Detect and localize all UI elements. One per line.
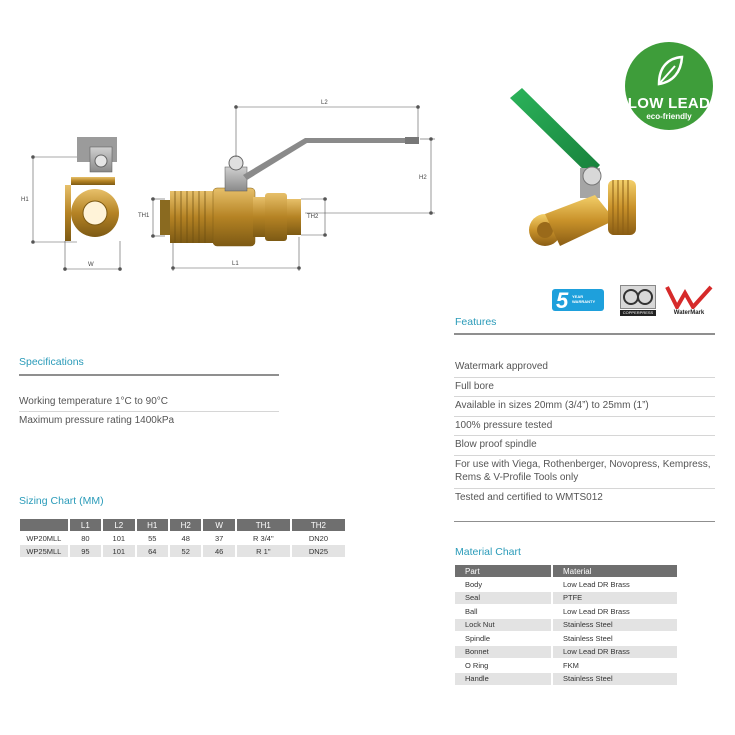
specifications-title: Specifications xyxy=(19,356,84,368)
front-view xyxy=(65,137,119,241)
th1-label: TH1 xyxy=(138,213,150,219)
table-row xyxy=(455,619,677,632)
side-view xyxy=(160,137,419,246)
table-row xyxy=(455,632,677,645)
sizing-header-cell: W xyxy=(203,519,234,531)
table-cell: Lock Nut xyxy=(455,619,551,632)
table-cell: Bonnet xyxy=(455,646,551,659)
table-cell: 95 xyxy=(70,545,101,557)
table-cell: Handle xyxy=(455,673,551,686)
h2-label: H2 xyxy=(419,175,427,181)
sizing-table xyxy=(18,518,347,558)
feature-item: Available in sizes 20mm (3/4”) to 25mm (1”) xyxy=(454,397,715,417)
material-header-row xyxy=(455,565,677,577)
feature-item: 100% pressure tested xyxy=(454,417,715,437)
sizing-header-cell: L2 xyxy=(103,519,135,531)
h1-label: H1 xyxy=(21,197,29,203)
table-cell: Low Lead DR Brass xyxy=(563,579,630,589)
table-row xyxy=(455,659,677,672)
spec-item: Working temperature 1°C to 90°C xyxy=(19,393,279,412)
table-cell: 46 xyxy=(203,545,234,557)
sizing-header-cell xyxy=(20,519,68,531)
table-cell: Spindle xyxy=(465,633,491,643)
press-tool-icon xyxy=(621,286,655,308)
table-row xyxy=(20,532,345,544)
specifications-list xyxy=(19,393,279,431)
table-cell: 64 xyxy=(137,545,168,557)
warranty-years: 5 xyxy=(556,288,569,313)
table-row xyxy=(20,545,345,557)
copperpress-logo xyxy=(620,285,656,317)
table-cell: DN20 xyxy=(308,533,328,543)
table-cell: PTFE xyxy=(553,592,677,605)
table-cell: Seal xyxy=(455,592,551,605)
table-cell: Stainless Steel xyxy=(563,633,613,643)
sizing-header-row xyxy=(20,519,345,531)
low-lead-badge xyxy=(625,42,713,130)
table-cell: 101 xyxy=(112,533,126,543)
table-cell: 52 xyxy=(170,545,201,557)
copperpress-label: COPPERPRESS xyxy=(620,310,656,316)
table-cell: Stainless Steel xyxy=(553,619,677,632)
features-title: Features xyxy=(455,316,497,328)
sizing-header-cell: L1 xyxy=(70,519,101,531)
table-cell: Stainless Steel xyxy=(553,673,677,686)
feature-item: For use with Viega, Rothenberger, Novopress, Kempress, Rems & V-Profile Tools only xyxy=(454,456,715,489)
feature-item: Full bore xyxy=(454,378,715,398)
material-chart-title: Material Chart xyxy=(455,546,521,558)
leaf-icon xyxy=(655,54,685,88)
l2-label: L2 xyxy=(321,100,328,106)
table-cell: Low Lead DR Brass xyxy=(563,606,630,616)
table-cell: Body xyxy=(465,579,483,589)
ball-valve-photo xyxy=(500,80,640,265)
table-cell: 80 xyxy=(81,533,90,543)
table-cell: R 3/4" xyxy=(253,533,274,543)
l1-label: L1 xyxy=(232,261,239,267)
table-row xyxy=(455,673,677,686)
w-label: W xyxy=(88,262,94,268)
low-lead-text: LOW LEAD xyxy=(627,95,711,112)
material-header-cell: Material xyxy=(553,565,677,577)
table-cell: 55 xyxy=(148,533,157,543)
sizing-header-cell: H2 xyxy=(170,519,201,531)
specifications-rule xyxy=(19,374,279,376)
features-bottom-rule xyxy=(454,521,715,522)
sizing-header-cell: H1 xyxy=(137,519,168,531)
spec-item: Maximum pressure rating 1400kPa xyxy=(19,415,175,426)
technical-drawing xyxy=(15,95,435,280)
table-cell: WP25MLL xyxy=(20,545,68,557)
watermark-logo xyxy=(665,285,713,317)
table-cell: 37 xyxy=(214,533,224,543)
th2-label: TH2 xyxy=(307,214,319,220)
sizing-chart-title: Sizing Chart (MM) xyxy=(19,495,104,507)
material-header-cell: Part xyxy=(455,565,551,577)
features-list xyxy=(454,358,715,507)
l2-dimension xyxy=(235,105,420,157)
eco-friendly-text: eco-friendly xyxy=(646,112,692,121)
material-table xyxy=(453,564,679,686)
table-row xyxy=(455,578,677,591)
table-cell: 101 xyxy=(103,545,135,557)
table-row xyxy=(455,605,677,618)
table-row xyxy=(455,646,677,659)
warranty-text: YEAR WARRANTY xyxy=(572,294,596,304)
table-cell: DN25 xyxy=(292,545,345,557)
feature-item: Blow proof spindle xyxy=(454,436,715,456)
feature-item: Tested and certified to WMTS012 xyxy=(455,491,603,503)
watermark-icon xyxy=(665,285,713,309)
table-row xyxy=(455,592,677,605)
table-cell: 48 xyxy=(181,533,190,543)
table-cell: WP20MLL xyxy=(26,533,62,543)
sizing-header-cell: TH1 xyxy=(237,519,290,531)
sizing-header-cell: TH2 xyxy=(292,519,345,531)
warranty-badge xyxy=(552,285,604,317)
table-cell: FKM xyxy=(563,660,579,670)
features-rule xyxy=(454,333,715,335)
table-cell: R 1" xyxy=(237,545,290,557)
watermark-label: WaterMark xyxy=(673,310,705,316)
feature-item: Watermark approved xyxy=(454,358,715,378)
table-cell: Ball xyxy=(465,606,478,616)
table-cell: Low Lead DR Brass xyxy=(553,646,677,659)
table-cell: O Ring xyxy=(465,660,489,670)
h2-dimension xyxy=(305,138,435,215)
